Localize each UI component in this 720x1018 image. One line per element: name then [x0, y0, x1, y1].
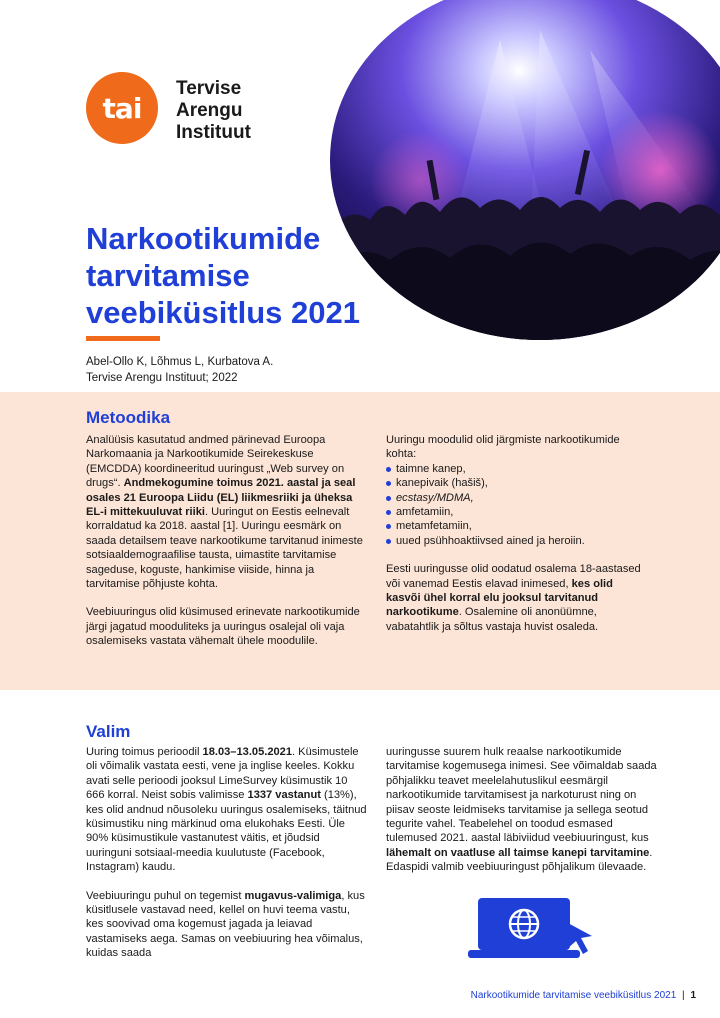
valim-paragraph [86, 889, 368, 961]
title-line: veebiküsitlus 2021 [86, 295, 360, 330]
text: . Edaspidi valmib veebiuuringust põhjalikum ülevaade. [386, 846, 653, 874]
logo-name-line: Tervise [176, 78, 242, 99]
logo-mark: tai [86, 72, 158, 144]
author-line: Tervise Arengu Instituut; 2022 [86, 372, 238, 384]
text: Veebiuuringu puhul on tegemist [86, 889, 245, 902]
text-bold: 18.03–13.05.2021 [202, 746, 293, 758]
page-title [86, 220, 386, 331]
title-underline [86, 336, 160, 341]
metoodika-paragraph [386, 562, 648, 634]
text-bold: mugavus-valimiga [244, 889, 342, 902]
text: Eesti uuringusse olid oodatud osalema 18-aastased või vanemad Eestis elavad inimesed, [386, 563, 641, 590]
modules-intro: Uuringu moodulid olid järgmiste narkootikumide kohta: [386, 434, 620, 461]
modules-list [386, 462, 648, 548]
valim-heading: Valim [86, 722, 131, 741]
laptop-globe-icon [468, 896, 598, 971]
metoodika-left-column [86, 433, 368, 649]
valim-paragraph [86, 745, 368, 875]
text: (13%), kes olid andnud nõusoleku uuringus osalemiseks, täitnud küsimustiku ning märkinud oma elukohaks Eesti. Üle 90% küsimustikule vastanutest väitis, et jõudsid uuringuni sotsiaal-meedia kuulutuste (Facebook, Instagram) kaudu. [86, 789, 367, 874]
list-item: amfetamiin, [386, 505, 648, 519]
text-bold: lähemalt on vaatluse all taimse kanepi tarvitamine [386, 846, 650, 859]
list-item: kanepivaik (hašiš), [386, 476, 648, 490]
text: uuringusse suurem hulk reaalse narkootikumide tarvitamise kogemusega inimesi. See võimaldab saada põhjalikku teavet meelelahutuslikul eesmärgil narkootikumide tarvitamisest ja narkoturust ning on piisav seoste leidmiseks tarvitamise ja sellega seotud tegurite vahel. Teabelehel on toodud esmased tulemused 2021. aastal läbiviidud veebiuuringust, kus [386, 746, 657, 845]
logo-name [176, 78, 251, 144]
metoodika-paragraph: Veebiuuringus olid küsimused erinevate narkootikumide järgi jagatud mooduliteks ja uuringus osalejal oli vaja osalemiseks vastata vähemalt ühele moodulile. [86, 606, 360, 648]
footer-separator: | [682, 990, 685, 1001]
text: . Osalemine oli anonüümne, vabatahtlik ja sõltus vastaja huvist osaleda. [386, 606, 599, 633]
text-bold: 1337 vastanut [247, 789, 321, 802]
valim-right-column [386, 745, 664, 875]
list-item: ecstasy/MDMA, [386, 491, 648, 505]
valim-paragraph [386, 745, 664, 875]
text: . Küsimustele oli võimalik vastata eesti, vene ja inglise keeles. Kokku avati selle perioodi jooksul LimeSurvey küsimustik 10 666 korral. Neist sobis valimisse [86, 746, 359, 802]
text-bold: kes olid kasvõi ühel korral elu jooksul tarvitanud narkootikume [386, 577, 613, 619]
text: , kus küsitlusele vastavad need, kellel on huvi teema vastu, kes soovivad oma kogemust jagada ja leiavad vastamiseks aega. Samas on veebiuuring hea võimalus, kuidas saada [86, 889, 365, 960]
text: Uuring toimus perioodil [86, 746, 203, 758]
title-line: Narkootikumide [86, 221, 321, 256]
authors [86, 354, 273, 386]
logo-name-line: Instituut [176, 122, 251, 143]
metoodika-paragraph [86, 433, 368, 591]
logo-name-line: Arengu [176, 100, 243, 121]
author-line: Abel-Ollo K, Lõhmus L, Kurbatova A. [86, 356, 274, 368]
list-item: taimne kanep, [386, 462, 648, 476]
page-number: 1 [690, 990, 696, 1001]
text: . Uuringut on Eestis eelnevalt korraldatud ka 2018. aastal [1]. Uuringu eesmärk on saada detailsem teave narkootikume tarvitanud inimeste sotsiaaldemograafilise tausta, uimastite tarvitamise sageduse, koguste, hankimise viiside, hinna ja tarvitamise põhjuste kohta. [86, 506, 363, 591]
metoodika-heading: Metoodika [86, 408, 171, 427]
cursor-arrow-icon [566, 922, 592, 954]
title-line: tarvitamise [86, 258, 250, 293]
list-item: metamfetamiin, [386, 519, 648, 533]
text-bold: Andmekogumine toimus 2021. aastal ja seal osales 21 Euroopa Liidu (EL) liikmesriiki ja üheksa EL-i mittekuuluvat riiki [86, 477, 356, 519]
metoodika-right-column [386, 433, 648, 634]
valim-left-column [86, 745, 368, 961]
list-item: uued psühhoaktiivsed ained ja heroiin. [386, 534, 648, 548]
tai-logo [86, 72, 158, 144]
concert-crowd-photo [330, 0, 720, 340]
page-footer [471, 990, 696, 1001]
text: Analüüsis kasutatud andmed pärinevad Euroopa Narkomaania ja Narkootikumide Seirekeskuse (EMCDDA) koordineeritud uuringust „Web survey on drugs“. [86, 434, 345, 490]
footer-title: Narkootikumide tarvitamise veebiküsitlus 2021 [470, 990, 677, 1001]
